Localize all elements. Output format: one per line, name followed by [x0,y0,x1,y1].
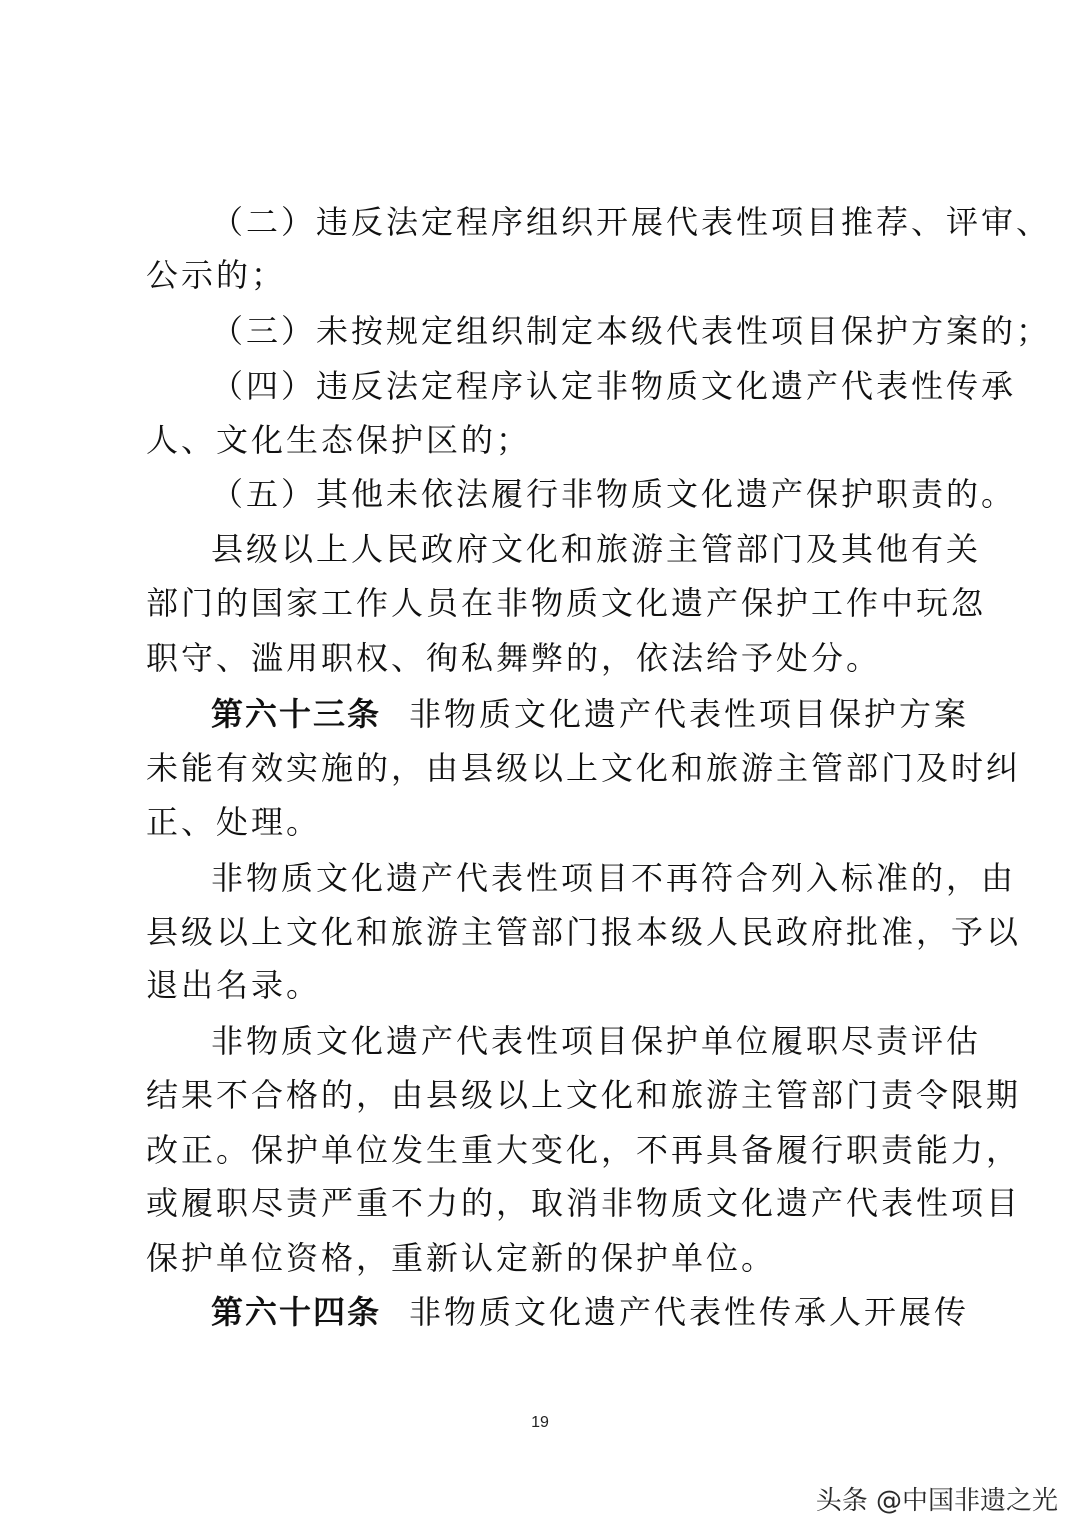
text-line: （四）违反法定程序认定非物质文化遗产代表性传承 [211,367,1017,405]
article-number: 第六十三条 [211,695,382,733]
text-line: （五）其他未依法履行非物质文化遗产保护职责的。 [211,475,1017,513]
text-line: 县级以上人民政府文化和旅游主管部门及其他有关 [211,530,982,568]
text-line: 未能有效实施的，由县级以上文化和旅游主管部门及时纠 [146,749,1022,787]
article-number: 第六十四条 [211,1293,382,1331]
text-line: 县级以上文化和旅游主管部门报本级人民政府批准，予以 [146,913,1022,951]
text-line: 非物质文化遗产代表性项目保护单位履职尽责评估 [211,1022,982,1060]
text-line: 职守、滥用职权、徇私舞弊的，依法给予处分。 [146,639,882,677]
text-line: （二）违反法定程序组织开展代表性项目推荐、评审、 [211,203,1052,241]
text-line: （三）未按规定组织制定本级代表性项目保护方案的； [211,312,1052,350]
text-line: 改正。保护单位发生重大变化，不再具备履行职责能力， [146,1131,1022,1169]
text-line: 退出名录。 [146,966,322,1004]
text-line: 部门的国家工作人员在非物质文化遗产保护工作中玩忽 [146,584,987,622]
text-line: 或履职尽责严重不力的，取消非物质文化遗产代表性项目 [146,1184,1022,1222]
text-line: 正、处理。 [146,803,322,841]
page-number: 19 [531,1414,549,1431]
text-line: 非物质文化遗产代表性项目不再符合列入标准的，由 [211,859,1017,897]
article-63-first-line [211,694,970,734]
text-line: 结果不合格的，由县级以上文化和旅游主管部门责令限期 [146,1076,1022,1114]
text-line: 公示的； [146,256,287,294]
watermark: 头条 @中国非遗之光 [815,1486,1058,1516]
article-text: 非物质文化遗产代表性项目保护方案 [409,695,970,733]
text-line: 保护单位资格，重新认定新的保护单位。 [146,1239,777,1277]
article-64-first-line [211,1292,970,1332]
article-text: 非物质文化遗产代表性传承人开展传 [409,1293,970,1331]
text-line: 人、文化生态保护区的； [146,421,532,459]
